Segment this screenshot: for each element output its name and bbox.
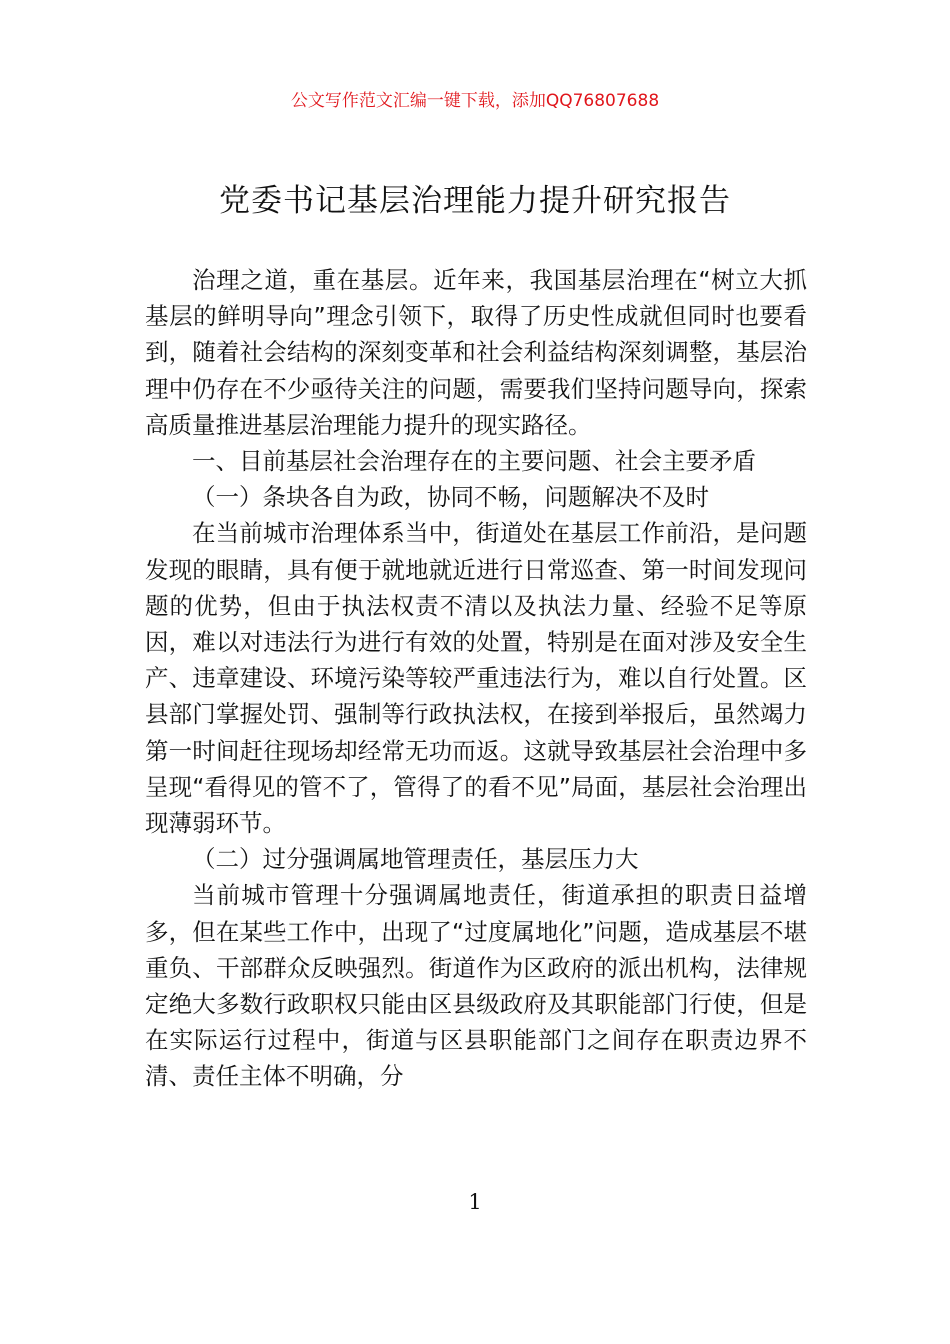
intro-paragraph: 治理之道，重在基层。近年来，我国基层治理在“树立大抓基层的鲜明导向”理念引领下，取得了历史性成就但同时也要看到，随着社会结构的深刻变革和社会利益结构深刻调整，基层治理中仍存在不少亟待关注的问题，需要我们坚持问题导向，探索高质量推进基层治理能力提升的现实路径。 bbox=[145, 266, 807, 439]
body-paragraph-2: 当前城市管理十分强调属地责任，街道承担的职责日益增多，但在某些工作中，出现了“过度属地化”问题，造成基层不堪重负、干部群众反映强烈。街道作为区政府的派出机构，法律规定绝大多数行政职权只能由区县级政府及其职能部门行使，但是在实际运行过程中，街道与区县职能部门之间存在职责边界不清、责任主体不明确，分 bbox=[145, 881, 807, 1091]
body-paragraph-1: 在当前城市治理体系当中，街道处在基层工作前沿，是问题发现的眼睛，具有便于就地就近进行日常巡查、第一时间发现问题的优势，但由于执法权责不清以及执法力量、经验不足等原因，难以对违法行为进行有效的处置，特别是在面对涉及安全生产、违章建设、环境污染等较严重违法行为，难以自行处置。区县部门掌握处罚、强制等行政执法权，在接到举报后，虽然竭力第一时间赶往现场却经常无功而返。这就导致基层社会治理中多呈现“看得见的管不了，管得了的看不见”局面，基层社会治理出现薄弱环节。 bbox=[145, 519, 807, 838]
header-note: 公文写作范文汇编一键下载，添加QQ76807688 bbox=[290, 91, 660, 111]
page-number: 1 bbox=[468, 1190, 482, 1214]
subsection-heading-2: （二）过分强调属地管理责任，基层压力大 bbox=[192, 845, 639, 874]
section-heading-1: 一、目前基层社会治理存在的主要问题、社会主要矛盾 bbox=[192, 447, 756, 476]
subsection-heading-1: （一）条块各自为政，协同不畅，问题解决不及时 bbox=[192, 483, 709, 512]
document-body bbox=[145, 262, 807, 1095]
document-title: 党委书记基层治理能力提升研究报告 bbox=[219, 183, 731, 219]
